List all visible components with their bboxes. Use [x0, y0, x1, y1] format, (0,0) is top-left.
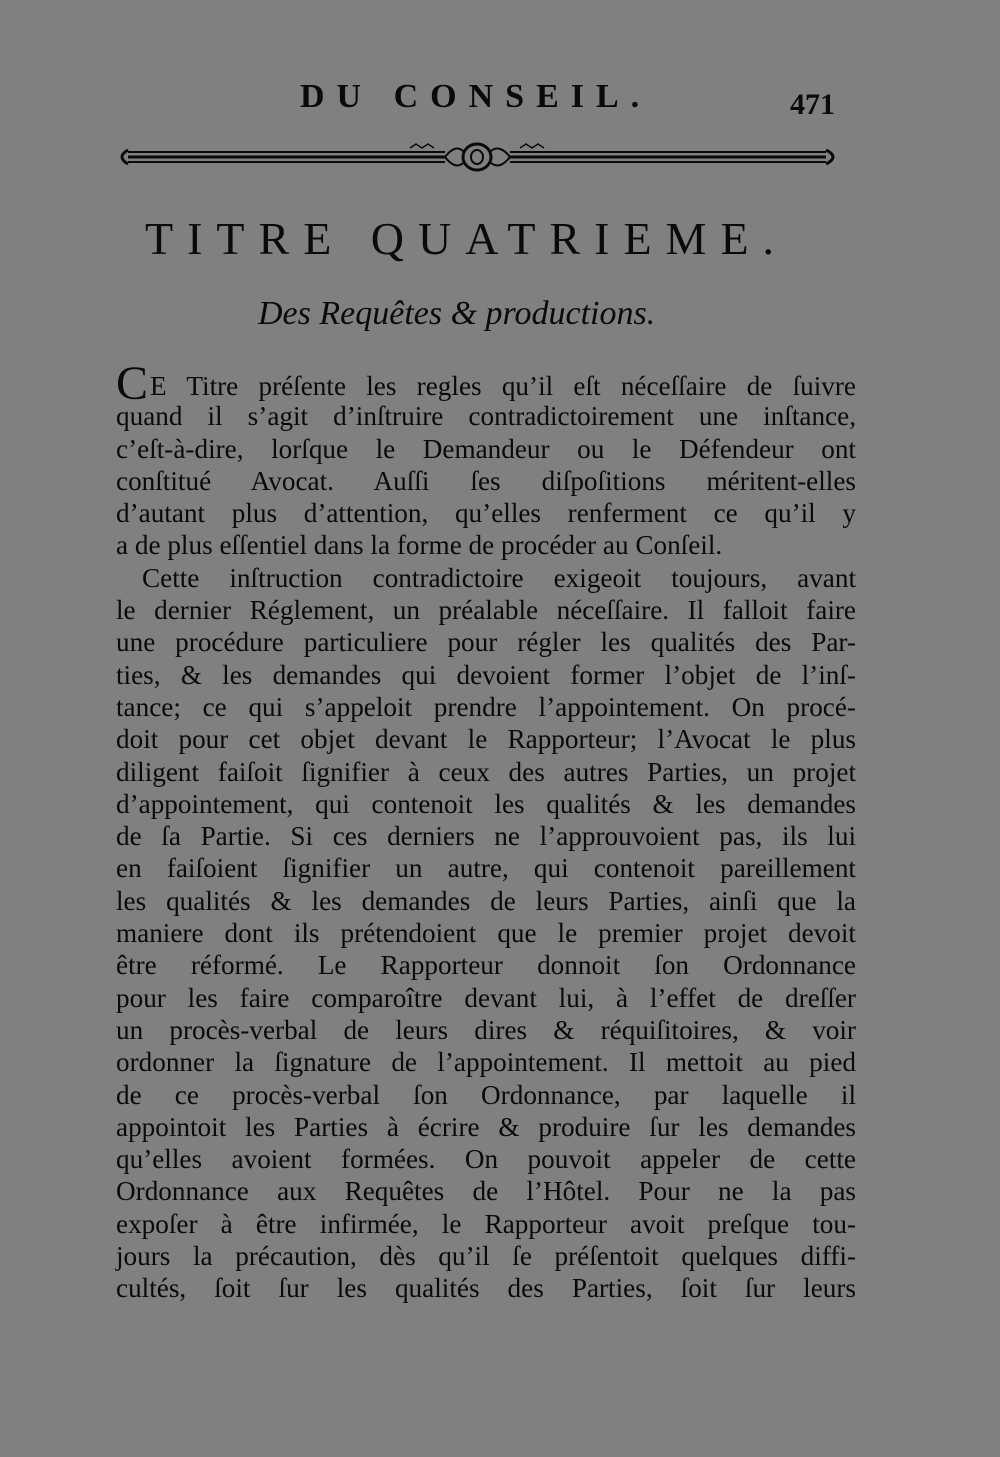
text-line: d’appointement, qui contenoit les qualités & les demandes: [116, 788, 856, 819]
text-line: diligent faiſoit ſignifier à ceux des autres Parties, un projet: [116, 756, 856, 787]
text-line: ties, & les demandes qui devoient former l’objet de l’inſ-: [116, 659, 856, 690]
text-line: les qualités & les demandes de leurs Parties, ainſi que la: [116, 885, 856, 916]
text-line: de ſa Partie. Si ces derniers ne l’approuvoient pas, ils lui: [116, 821, 856, 852]
chapter-title: TITRE QUATRIEME.: [145, 213, 789, 264]
text-line: tance; ce qui s’appeloit prendre l’appointement. On procé-: [116, 691, 856, 722]
running-head: DU CONSEIL.: [300, 78, 652, 115]
text-line: Ordonnance aux Requêtes de l’Hôtel. Pour ne la pas: [116, 1176, 856, 1207]
text-line: en faiſoient ſignifier un autre, qui contenoit pareillement: [116, 853, 856, 884]
text-line: qu’elles avoient formées. On pouvoit appeler de cette: [116, 1144, 856, 1175]
text-line: un procès-verbal de leurs dires & réquiſitoires, & voir: [116, 1014, 856, 1045]
text-line-content: E Titre préſente les regles qu’il eſt néceſſaire de ſuivre: [150, 371, 856, 401]
text-line: maniere dont ils prétendoient que le premier projet devoit: [116, 918, 856, 949]
ornamental-rule: [110, 138, 845, 174]
text-line: doit pour cet objet devant le Rapporteur; l’Avocat le plus: [116, 724, 856, 755]
text-line: le dernier Réglement, un préalable néceſſaire. Il falloit faire: [116, 595, 856, 626]
text-line: être réformé. Le Rapporteur donnoit ſon Ordonnance: [116, 950, 856, 981]
text-line: une procédure particuliere pour régler les qualités des Par-: [116, 627, 856, 658]
text-line: d’autant plus d’attention, qu’elles renferment ce qu’il y: [116, 498, 856, 529]
text-line: ordonner la ſignature de l’appointement. Il mettoit au pied: [116, 1047, 856, 1078]
text-line: de ce procès-verbal ſon Ordonnance, par laquelle il: [116, 1079, 856, 1110]
text-line: Cette inſtruction contradictoire exigeoit toujours, avant: [142, 562, 856, 593]
text-line: pour les faire comparoître devant lui, à l’effet de dreſſer: [116, 982, 856, 1013]
text-line: conſtitué Avocat. Auſſi ſes diſpoſitions méritent-elles: [116, 465, 856, 496]
text-line: cultés, ſoit ſur les qualités des Parties, ſoit ſur leurs: [116, 1273, 856, 1304]
text-line: expoſer à être infirmée, le Rapporteur avoit preſque tou-: [116, 1208, 856, 1239]
text-line: quand il s’agit d’inſtruire contradictoirement une inſtance,: [116, 401, 856, 432]
text-line: jours la précaution, dès qu’il ſe préſentoit quelques diffi-: [116, 1241, 856, 1272]
drop-cap: C: [116, 357, 149, 410]
page-number: 471: [790, 88, 835, 121]
text-line: a de plus eſſentiel dans la forme de procéder au Conſeil.: [116, 530, 723, 561]
chapter-subtitle: Des Requêtes & productions.: [258, 295, 656, 332]
text-line: appointoit les Parties à écrire & produire ſur les demandes: [116, 1111, 856, 1142]
body-text: [116, 357, 856, 1305]
text-line: [116, 357, 856, 410]
text-line: c’eſt-à-dire, lorſque le Demandeur ou le Défendeur ont: [116, 433, 856, 464]
